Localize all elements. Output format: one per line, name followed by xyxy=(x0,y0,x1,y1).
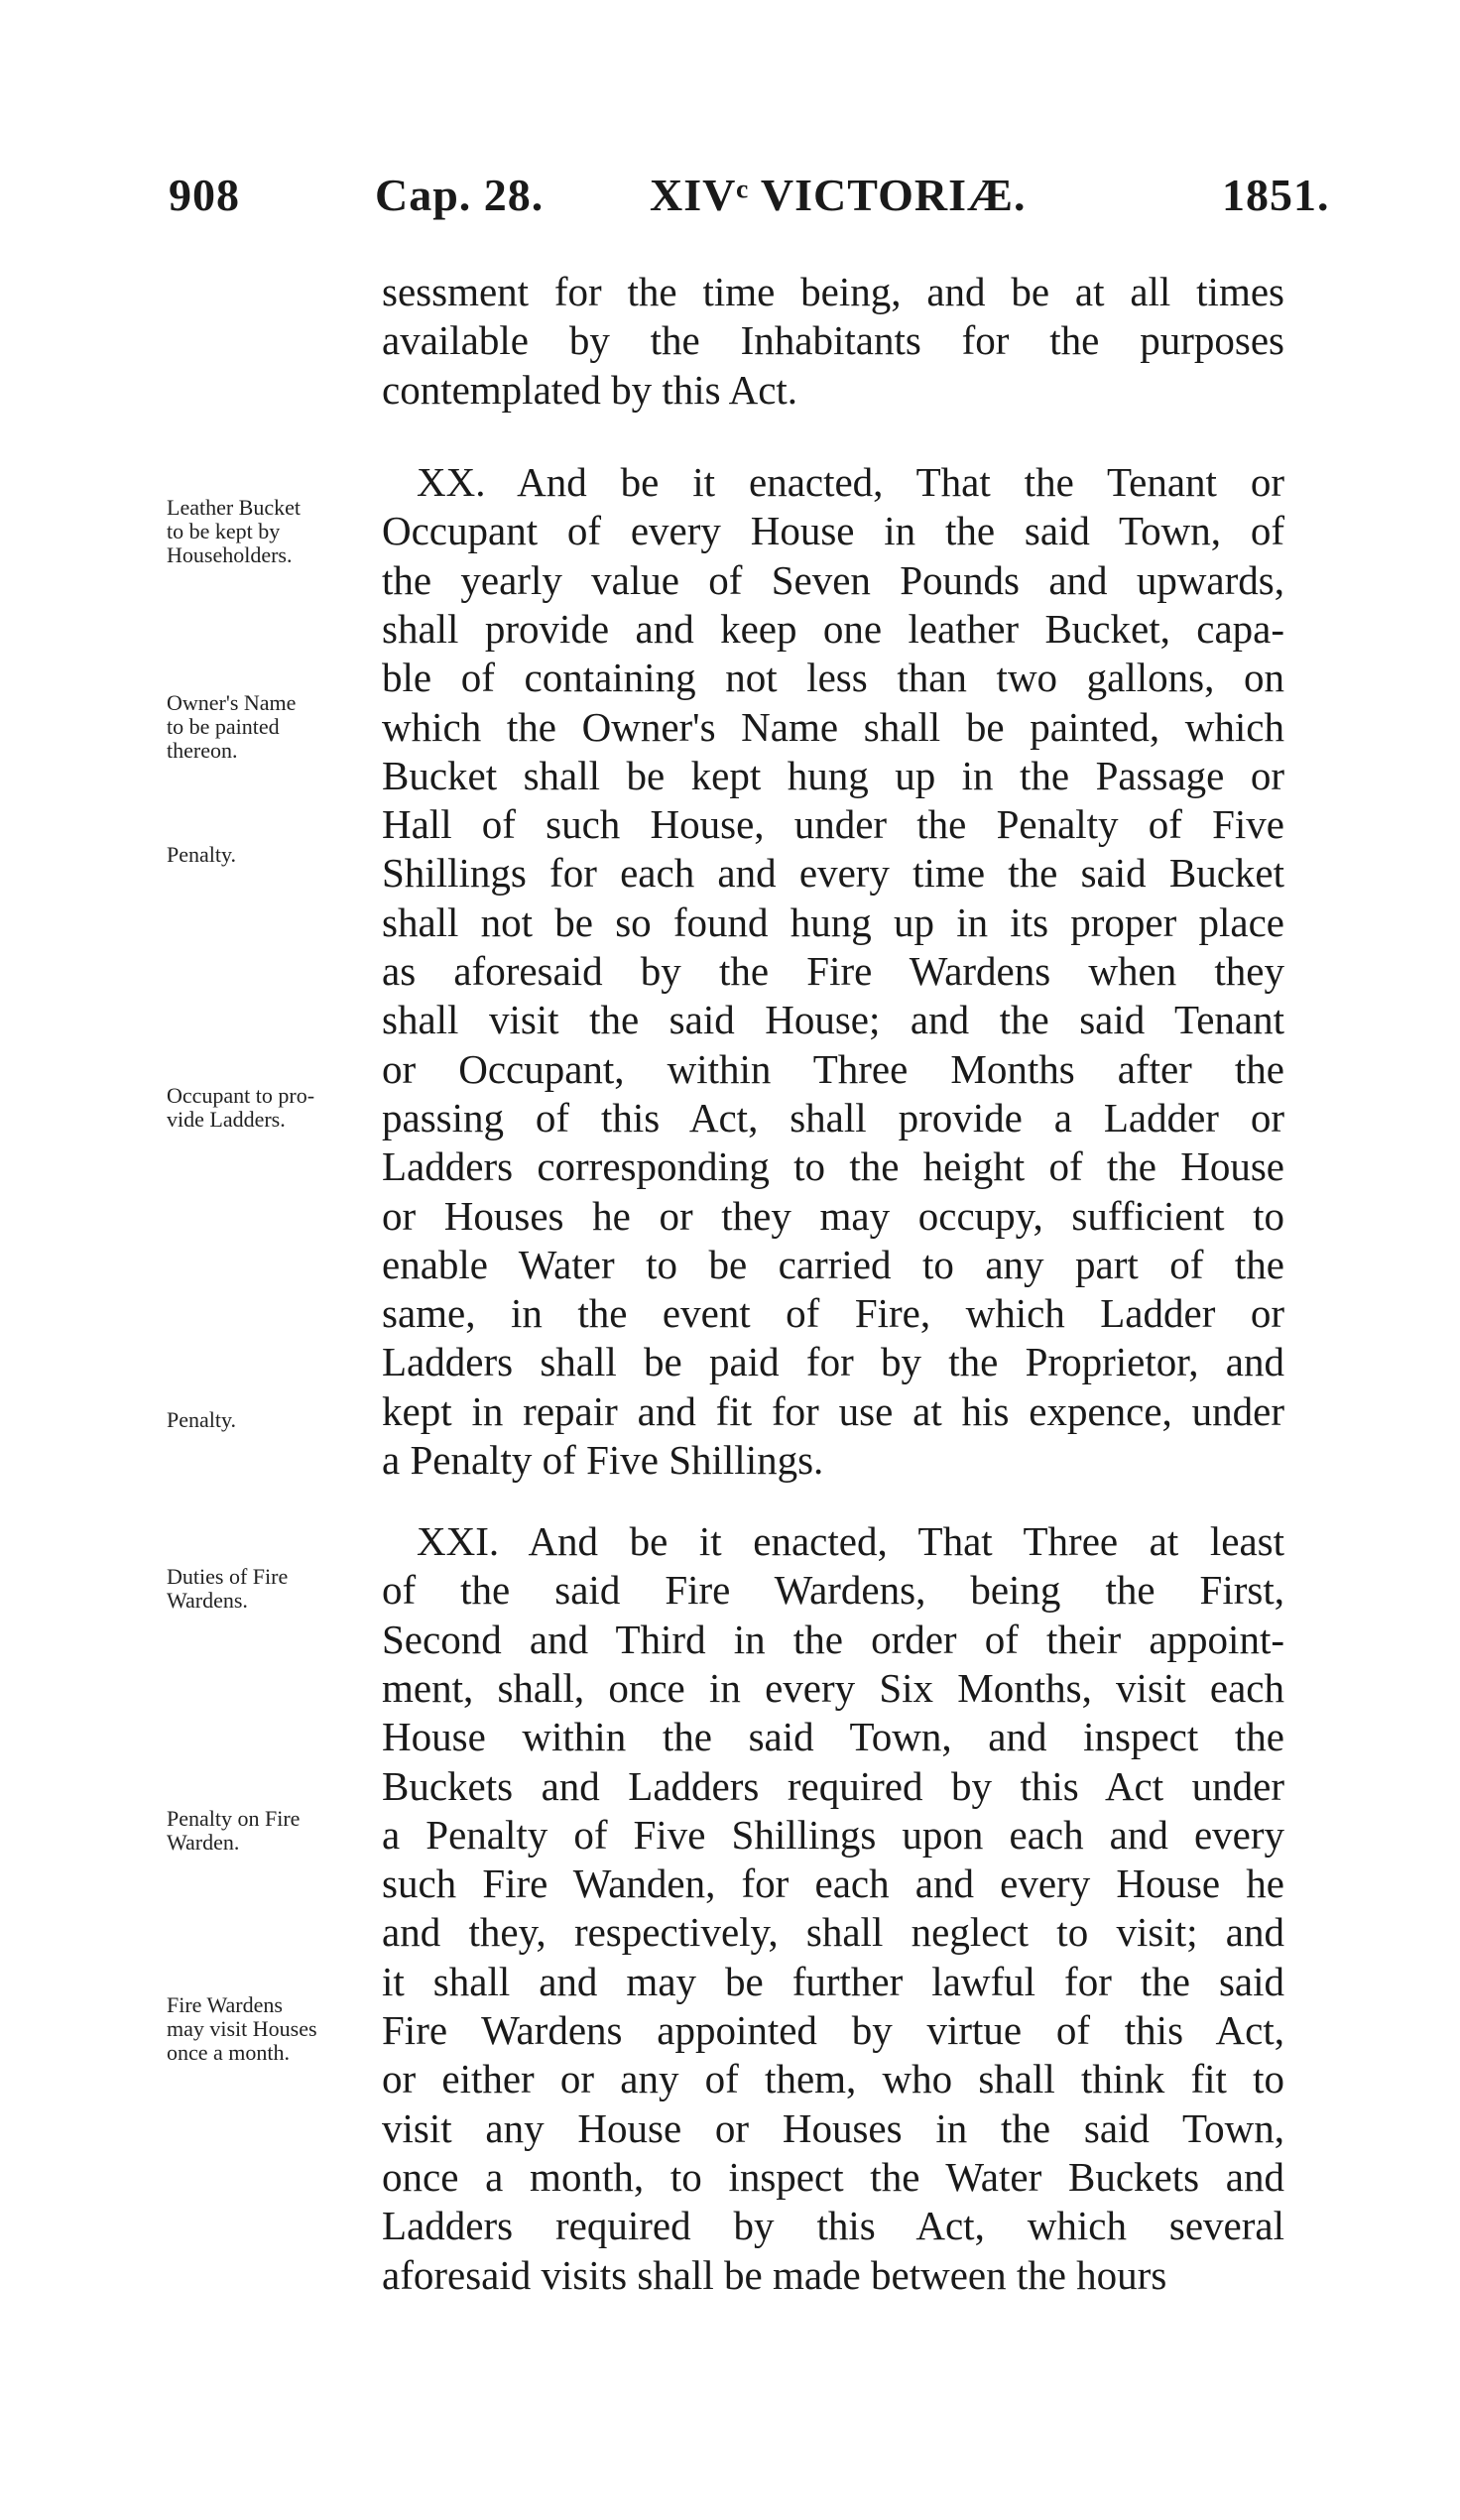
marginal-note xyxy=(167,691,380,763)
marginal-note xyxy=(167,1993,380,2065)
text-line: kept in repair and fit for use at his expence, under xyxy=(382,1387,1284,1434)
marginal-note xyxy=(167,1408,380,1432)
text-line: such Fire Wanden, for each and every House he xyxy=(382,1860,1284,1907)
text-line: a Penalty of Five Shillings. xyxy=(382,1437,824,1483)
marginal-note-line: Warden. xyxy=(167,1830,240,1855)
marginal-note-line: Owner's Name xyxy=(167,690,297,715)
text-line: Hall of such House, under the Penalty of Five xyxy=(382,801,1284,848)
text-line: passing of this Act, shall provide a Ladder or xyxy=(382,1094,1284,1140)
marginal-note-line: Penalty on Fire xyxy=(167,1806,301,1831)
text-line: House within the said Town, and inspect the xyxy=(382,1714,1284,1760)
text-line: XXI. And be it enacted, That Three at least xyxy=(417,1518,1284,1564)
text-line: it shall and may be further lawful for the said xyxy=(382,1958,1284,2004)
text-line: Ladders corresponding to the height of the House xyxy=(382,1143,1284,1190)
marginal-note-line: Householders. xyxy=(167,542,293,567)
text-line: as aforesaid by the Fire Wardens when they xyxy=(382,948,1284,994)
text-line: Second and Third in the order of their appoint- xyxy=(382,1616,1284,1662)
text-line: ble of containing not less than two gallons, on xyxy=(382,655,1284,701)
text-line: enable Water to be carried to any part of the xyxy=(382,1241,1284,1287)
text-line: Buckets and Ladders required by this Act under xyxy=(382,1762,1284,1809)
text-line: or Occupant, within Three Months after the xyxy=(382,1045,1284,1092)
text-line: same, in the event of Fire, which Ladder or xyxy=(382,1290,1284,1337)
marginal-note xyxy=(167,1807,380,1855)
marginal-note-line: Penalty. xyxy=(167,1407,237,1432)
marginal-note-line: thereon. xyxy=(167,738,238,763)
marginal-note xyxy=(167,1565,380,1613)
marginal-note-line: vide Ladders. xyxy=(167,1107,286,1132)
marginal-note-line: Duties of Fire xyxy=(167,1564,289,1589)
marginal-note-line: once a month. xyxy=(167,2040,291,2065)
text-line: visit any House or Houses in the said Town, xyxy=(382,2104,1284,2151)
text-line: once a month, to inspect the Water Buckets and xyxy=(382,2153,1284,2200)
marginal-note-line: Leather Bucket xyxy=(167,495,301,520)
text-line: Occupant of every House in the said Town, of xyxy=(382,508,1284,554)
text-line: shall not be so found hung up in its proper place xyxy=(382,899,1284,945)
marginal-note-line: to be painted xyxy=(167,714,280,739)
year-label: 1851. xyxy=(1222,170,1330,220)
text-line: which the Owner's Name shall be painted, which xyxy=(382,703,1284,750)
text-line: a Penalty of Five Shillings upon each and every xyxy=(382,1811,1284,1858)
page-number: 908 xyxy=(169,170,240,220)
text-line: Fire Wardens appointed by virtue of this Act, xyxy=(382,2007,1284,2053)
text-line: contemplated by this Act. xyxy=(382,366,798,413)
text-line: or Houses he or they may occupy, sufficient to xyxy=(382,1192,1284,1239)
marginal-note-line: Occupant to pro- xyxy=(167,1083,315,1108)
marginal-note xyxy=(167,496,380,567)
text-line: shall visit the said House; and the said Tenant xyxy=(382,997,1284,1043)
marginal-note xyxy=(167,1084,380,1132)
text-line: shall provide and keep one leather Bucket, capa- xyxy=(382,605,1284,652)
marginal-note-line: Fire Wardens xyxy=(167,1992,283,2017)
marginal-note-line: to be kept by xyxy=(167,519,281,543)
marginal-note-line: Penalty. xyxy=(167,842,237,867)
text-line: sessment for the time being, and be at all times xyxy=(382,269,1284,314)
text-line: the yearly value of Seven Pounds and upwards, xyxy=(382,556,1284,603)
text-line: Bucket shall be kept hung up in the Passage or xyxy=(382,752,1284,798)
text-line: Ladders shall be paid for by the Proprietor, and xyxy=(382,1339,1284,1385)
text-line: ment, shall, once in every Six Months, visit each xyxy=(382,1664,1284,1711)
text-line: available by the Inhabitants for the purposes xyxy=(382,317,1284,364)
text-line: and they, respectively, shall neglect to visit; and xyxy=(382,1909,1284,1956)
text-line: aforesaid visits shall be made between the hours xyxy=(382,2251,1167,2298)
chapter-label: Cap. 28. xyxy=(375,170,545,220)
text-line: of the said Fire Wardens, being the First, xyxy=(382,1567,1284,1614)
text-line: Shillings for each and every time the said Bucket xyxy=(382,850,1284,897)
marginal-note-line: may visit Houses xyxy=(167,2016,317,2041)
marginal-note xyxy=(167,843,380,867)
text-line: or either or any of them, who shall think fit to xyxy=(382,2056,1284,2102)
running-title: XIVᶜ VICTORIÆ. xyxy=(650,170,1027,220)
text-line: Ladders required by this Act, which several xyxy=(382,2203,1284,2249)
marginal-note-line: Wardens. xyxy=(167,1588,248,1613)
text-line: XX. And be it enacted, That the Tenant or xyxy=(417,459,1284,505)
